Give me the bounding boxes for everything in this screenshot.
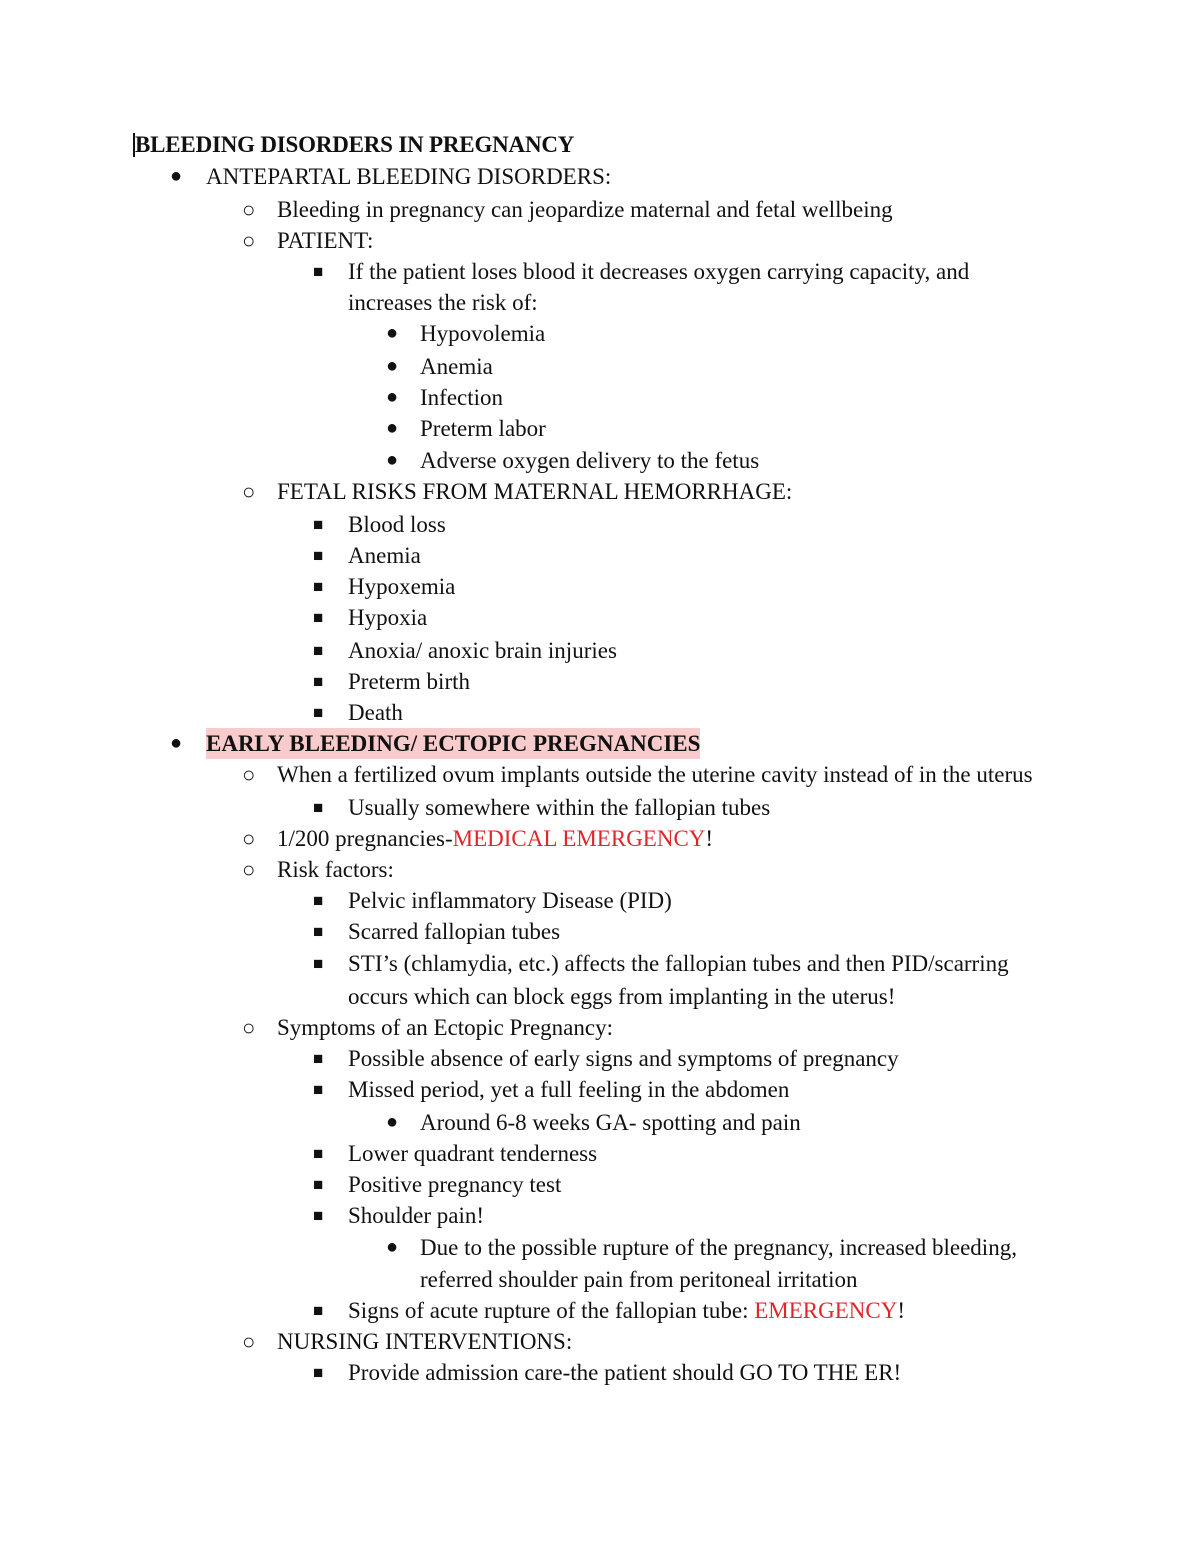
list-item: PATIENT: <box>277 228 374 253</box>
rupture-text: Signs of acute rupture of the fallopian tube: <box>348 1298 755 1323</box>
square-bullet-icon: ■ <box>313 1049 324 1068</box>
list-item <box>348 1295 905 1326</box>
square-bullet-icon: ■ <box>313 1080 324 1099</box>
square-bullet-icon: ■ <box>313 1175 324 1194</box>
list-item: Hypoxemia <box>348 574 456 599</box>
square-bullet-icon: ■ <box>313 922 324 941</box>
list-item: Blood loss <box>348 512 446 537</box>
list-item: Usually somewhere within the fallopian tubes <box>348 795 771 820</box>
list-item: Missed period, yet a full feeling in the abdomen <box>348 1077 790 1102</box>
list-item: Lower quadrant tenderness <box>348 1141 598 1166</box>
square-bullet-icon: ■ <box>313 891 324 910</box>
circle-bullet-icon: ○ <box>242 1329 256 1354</box>
list-item: Risk factors: <box>277 857 394 882</box>
exclamation: ! <box>705 826 714 851</box>
circle-bullet-icon: ○ <box>242 197 256 222</box>
square-bullet-icon: ■ <box>313 1301 324 1320</box>
list-item: FETAL RISKS FROM MATERNAL HEMORRHAGE: <box>277 479 793 504</box>
incidence-text: 1/200 pregnancies- <box>277 826 453 851</box>
list-item: Due to the possible rupture of the pregnancy, increased bleeding, <box>420 1235 1017 1260</box>
list-item: Around 6-8 weeks GA- spotting and pain <box>420 1110 801 1135</box>
square-bullet-icon: ■ <box>313 798 324 817</box>
section-heading-ectopic: EARLY BLEEDING/ ECTOPIC PREGNANCIES <box>206 728 700 759</box>
circle-bullet-icon: ○ <box>242 228 256 253</box>
page-title: BLEEDING DISORDERS IN PREGNANCY <box>135 132 575 157</box>
bullet-icon: ● <box>386 322 399 344</box>
list-item: Death <box>348 700 403 725</box>
list-item: STI’s (chlamydia, etc.) affects the fallopian tubes and then PID/scarring <box>348 951 1009 976</box>
square-bullet-icon: ■ <box>313 954 324 973</box>
exclamation: ! <box>897 1298 906 1323</box>
list-item: Hypoxia <box>348 605 428 630</box>
bullet-icon: ● <box>170 732 183 754</box>
list-item: Provide admission care-the patient should GO TO THE ER! <box>348 1360 902 1385</box>
bullet-icon: ● <box>386 449 399 471</box>
list-item: Bleeding in pregnancy can jeopardize maternal and fetal wellbeing <box>277 197 893 222</box>
list-item: Preterm labor <box>420 416 546 441</box>
list-item: Infection <box>420 385 504 410</box>
list-item-continuation: referred shoulder pain from peritoneal irritation <box>420 1267 858 1292</box>
list-item: Positive pregnancy test <box>348 1172 562 1197</box>
square-bullet-icon: ■ <box>313 546 324 565</box>
square-bullet-icon: ■ <box>313 672 324 691</box>
bullet-icon: ● <box>170 165 183 187</box>
bullet-icon: ● <box>386 355 399 377</box>
square-bullet-icon: ■ <box>313 641 324 660</box>
square-bullet-icon: ■ <box>313 515 324 534</box>
list-item-continuation: increases the risk of: <box>348 290 538 315</box>
square-bullet-icon: ■ <box>313 577 324 596</box>
square-bullet-icon: ■ <box>313 1144 324 1163</box>
circle-bullet-icon: ○ <box>242 479 256 504</box>
section-heading-antepartal: ANTEPARTAL BLEEDING DISORDERS: <box>206 164 612 189</box>
circle-bullet-icon: ○ <box>242 1015 256 1040</box>
list-item: Anemia <box>348 543 421 568</box>
list-item: Hypovolemia <box>420 321 546 346</box>
list-item: Adverse oxygen delivery to the fetus <box>420 448 760 473</box>
list-item: Symptoms of an Ectopic Pregnancy: <box>277 1015 613 1040</box>
list-item: NURSING INTERVENTIONS: <box>277 1329 573 1354</box>
list-item: Shoulder pain! <box>348 1203 485 1228</box>
list-item: If the patient loses blood it decreases oxygen carrying capacity, and <box>348 259 970 284</box>
list-item: Preterm birth <box>348 669 470 694</box>
bullet-icon: ● <box>386 417 399 439</box>
list-item <box>277 823 713 854</box>
circle-bullet-icon: ○ <box>242 857 256 882</box>
list-item: When a fertilized ovum implants outside the uterine cavity instead of in the uterus <box>277 762 1033 787</box>
square-bullet-icon: ■ <box>313 1363 324 1382</box>
list-item-continuation: occurs which can block eggs from implanting in the uterus! <box>348 984 896 1009</box>
bullet-icon: ● <box>386 386 399 408</box>
list-item: Possible absence of early signs and symptoms of pregnancy <box>348 1046 899 1071</box>
emergency-alert: EMERGENCY <box>754 1298 898 1323</box>
emergency-alert: MEDICAL EMERGENCY <box>452 826 706 851</box>
list-item: Scarred fallopian tubes <box>348 919 561 944</box>
circle-bullet-icon: ○ <box>242 762 256 787</box>
list-item: Anoxia/ anoxic brain injuries <box>348 638 617 663</box>
square-bullet-icon: ■ <box>313 262 324 281</box>
square-bullet-icon: ■ <box>313 608 324 627</box>
list-item: Pelvic inflammatory Disease (PID) <box>348 888 672 913</box>
list-item: Anemia <box>420 354 493 379</box>
bullet-icon: ● <box>386 1111 399 1133</box>
square-bullet-icon: ■ <box>313 1206 324 1225</box>
square-bullet-icon: ■ <box>313 703 324 722</box>
circle-bullet-icon: ○ <box>242 826 256 851</box>
bullet-icon: ● <box>386 1236 399 1258</box>
